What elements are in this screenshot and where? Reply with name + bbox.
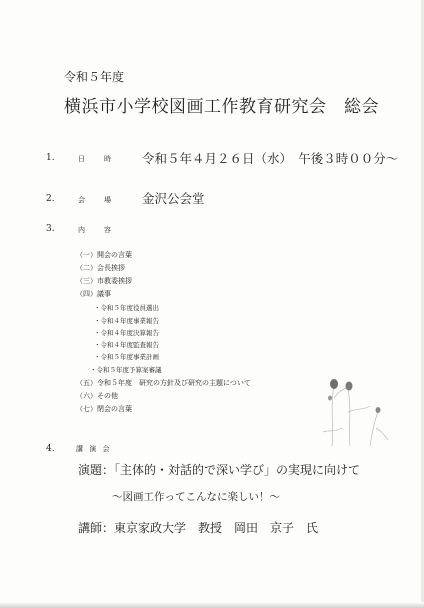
agenda-subitem: ・令和５年度事業計画 <box>94 353 159 361</box>
agenda-subitem: ・令和５年度役員選出 <box>94 304 159 312</box>
page-bottom-shadow <box>0 602 424 608</box>
agenda-subitem: ・令和４年度監査報告 <box>94 341 159 349</box>
agenda-item: （二）会長挨拶 <box>76 264 125 272</box>
section-value-venue: 金沢公会堂 <box>142 191 205 206</box>
lecture-subtitle: ～図画工作ってこんなに楽しい！～ <box>112 491 280 503</box>
agenda-item: （五）令和５年度 研究の方針及び研究の主題について <box>76 379 251 387</box>
section-number: 1. <box>46 153 55 163</box>
section-label: 会 場 <box>78 196 117 204</box>
lecture-topic: 演題：「主体的・対話的で深い学び」の実現に向けて <box>78 463 361 477</box>
agenda-subitem: ・令和５年度予算案審議 <box>90 366 162 374</box>
section-value-datetime: 令和５年４月２６日（水） 午後３時００分～ <box>142 151 399 166</box>
document-title: 横浜市小学校図画工作教育研究会 総会 <box>64 97 379 117</box>
plant-sketch-illustration <box>318 368 394 448</box>
section-label: 日 時 <box>78 155 117 163</box>
agenda-item: （三）市教委挨拶 <box>76 277 132 285</box>
document-year: 令和５年度 <box>64 70 125 84</box>
agenda-subitem: ・令和４年度事業報告 <box>94 317 159 325</box>
agenda-item: （四）議事 <box>76 290 111 298</box>
section-label: 内 容 <box>78 226 117 234</box>
section-number: 2. <box>46 194 55 204</box>
agenda-item: （六）その他 <box>76 392 118 400</box>
section-label: 講 演 会 <box>76 445 112 453</box>
section-number: 4. <box>46 444 55 454</box>
agenda-item: （七）閉会の言葉 <box>76 405 132 413</box>
lecture-speaker: 講師：東京家政大学 教授 岡田 京子 氏 <box>78 521 319 535</box>
section-number: 3. <box>46 224 55 234</box>
agenda-item: （一）開会の言葉 <box>76 251 132 259</box>
agenda-subitem: ・令和４年度決算報告 <box>94 329 159 337</box>
